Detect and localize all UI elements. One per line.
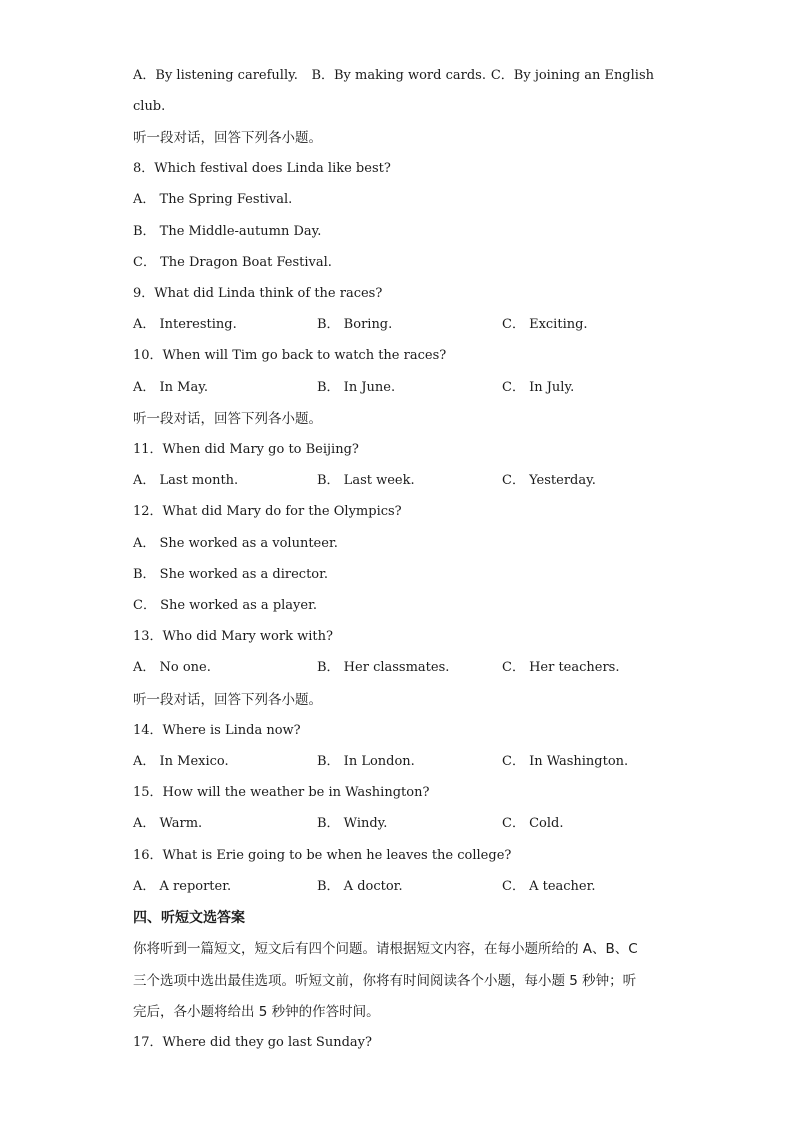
q16-option-a: A． A reporter. — [133, 879, 232, 894]
q12-option-a: A． She worked as a volunteer. — [133, 536, 338, 551]
question-17: 17．Where did they go last Sunday? — [133, 1035, 372, 1050]
q14-option-c: C． In Washington. — [502, 754, 629, 769]
instruction-text: 听一段对话，回答下列各小题。 — [133, 411, 322, 427]
q7-option-b: B．By making word cards. — [311, 68, 486, 83]
q12-option-c: C． She worked as a player. — [133, 598, 317, 613]
instruction-text: 听一段对话，回答下列各小题。 — [133, 130, 322, 146]
q11-option-a: A． Last month. — [133, 473, 239, 488]
q11-option-b: B． Last week. — [317, 473, 415, 488]
question-11: 11．When did Mary go to Beijing? — [133, 442, 359, 457]
q15-option-b: B． Windy. — [317, 816, 388, 831]
question-15: 15．How will the weather be in Washington? — [133, 785, 430, 800]
q15-option-a: A． Warm. — [133, 816, 203, 831]
q8-option-a: A． The Spring Festival. — [133, 192, 293, 207]
q7-option-a: A．By listening carefully. — [133, 68, 298, 83]
q11-options — [133, 473, 654, 489]
q8-option-b: B． The Middle-autumn Day. — [133, 224, 322, 239]
q15-options — [133, 816, 654, 832]
q15-option-c: C． Cold. — [502, 816, 564, 831]
q9-option-b: B． Boring. — [317, 317, 393, 332]
question-13: 13．Who did Mary work with? — [133, 629, 333, 644]
question-8: 8．Which festival does Linda like best? — [133, 161, 391, 176]
q13-options — [133, 660, 654, 676]
q13-option-b: B． Her classmates. — [317, 660, 450, 675]
section-instructions-line-1: 你将听到一篇短文，短文后有四个问题。请根据短文内容，在每小题所给的 A、B、C — [133, 941, 638, 957]
section-heading: 四、听短文选答案 — [133, 910, 245, 926]
q7-option-c: C．By joining an English — [490, 68, 654, 83]
q8-option-c: C． The Dragon Boat Festival. — [133, 255, 332, 270]
q11-option-c: C． Yesterday. — [502, 473, 596, 488]
q13-option-c: C． Her teachers. — [502, 660, 620, 675]
section-instructions-line-3: 完后，各小题将给出 5 秒钟的作答时间。 — [133, 1004, 380, 1020]
q9-option-c: C． Exciting. — [502, 317, 588, 332]
q16-option-c: C． A teacher. — [502, 879, 596, 894]
q16-option-b: B． A doctor. — [317, 879, 403, 894]
question-16: 16．What is Erie going to be when he leaves the college? — [133, 848, 512, 863]
q10-option-c: C． In July. — [502, 380, 575, 395]
question-14: 14．Where is Linda now? — [133, 723, 301, 738]
q12-option-b: B． She worked as a director. — [133, 567, 329, 582]
q16-options — [133, 879, 654, 895]
q14-options — [133, 754, 654, 770]
q9-option-a: A． Interesting. — [133, 317, 237, 332]
q7-options — [133, 68, 654, 84]
question-12: 12．What did Mary do for the Olympics? — [133, 504, 402, 519]
q9-options — [133, 317, 654, 333]
q14-option-a: A． In Mexico. — [133, 754, 229, 769]
question-9: 9．What did Linda think of the races? — [133, 286, 383, 301]
q10-options — [133, 380, 654, 396]
q14-option-b: B． In London. — [317, 754, 415, 769]
question-10: 10．When will Tim go back to watch the races? — [133, 348, 447, 363]
q10-option-a: A． In May. — [133, 380, 208, 395]
section-instructions-line-2: 三个选项中选出最佳选项。听短文前，你将有时间阅读各个小题，每小题 5 秒钟；听 — [133, 973, 637, 989]
q13-option-a: A． No one. — [133, 660, 211, 675]
q7-option-c-continued: club. — [133, 99, 166, 114]
q10-option-b: B． In June. — [317, 380, 396, 395]
instruction-text: 听一段对话，回答下列各小题。 — [133, 692, 322, 708]
